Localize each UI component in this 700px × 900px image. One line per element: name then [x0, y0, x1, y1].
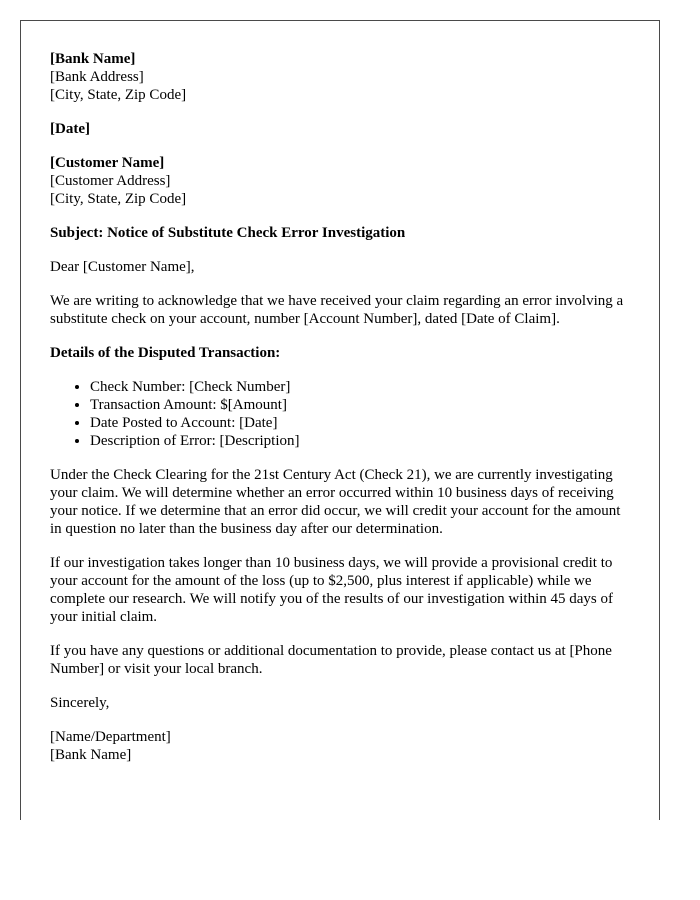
- recipient-city-state-zip: [City, State, Zip Code]: [50, 191, 187, 207]
- details-item-transaction-amount: • Transaction Amount: $[Amount]: [90, 396, 635, 414]
- signature-name-department: [Name/Department]: [50, 729, 171, 745]
- sender-block: [50, 50, 635, 104]
- signature-bank-name: [Bank Name]: [50, 747, 132, 763]
- paragraph-contact: If you have any questions or additional documentation to provide, please contact us at [Phone Number] or visit your local branch.: [50, 643, 612, 677]
- recipient-customer-name: [Customer Name]: [50, 155, 165, 171]
- details-item-check-number: • Check Number: [Check Number]: [90, 378, 635, 396]
- sender-bank-address: [Bank Address]: [50, 69, 144, 85]
- paragraph-intro: We are writing to acknowledge that we have received your claim regarding an error involving a substitute check on your account, number [Account Number], dated [Date of Claim].: [50, 293, 624, 327]
- sender-city-state-zip: [City, State, Zip Code]: [50, 87, 187, 103]
- recipient-customer-address: [Customer Address]: [50, 173, 171, 189]
- sender-bank-name: [Bank Name]: [50, 51, 136, 67]
- closing: Sincerely,: [50, 695, 110, 711]
- details-list: [50, 378, 635, 450]
- paragraph-act: Under the Check Clearing for the 21st Century Act (Check 21), we are currently investigating your claim. We will determine whether an error occurred within 10 business days of receiving your notice. If we determine that an error did occur, we will credit your account for the amount in question no later than the business day after our determination.: [50, 467, 621, 537]
- letter-content: [50, 50, 635, 780]
- details-heading: Details of the Disputed Transaction:: [50, 345, 281, 361]
- paragraph-provisional: If our investigation takes longer than 10 business days, we will provide a provisional credit to your account for the amount of the loss (up to $2,500, plus interest if applicable) while we complete our research. We will notify you of the results of our investigation within 45 days of your initial claim.: [50, 555, 613, 625]
- letter-page: [20, 20, 660, 820]
- letter-date: [Date]: [50, 121, 90, 137]
- subject-line: Subject: Notice of Substitute Check Error Investigation: [50, 225, 406, 241]
- salutation: Dear [Customer Name],: [50, 259, 195, 275]
- details-item-date-posted: • Date Posted to Account: [Date]: [90, 414, 635, 432]
- recipient-block: [50, 154, 635, 208]
- date-block: [50, 120, 635, 138]
- signature-block: [50, 728, 635, 764]
- details-item-description: • Description of Error: [Description]: [90, 432, 635, 450]
